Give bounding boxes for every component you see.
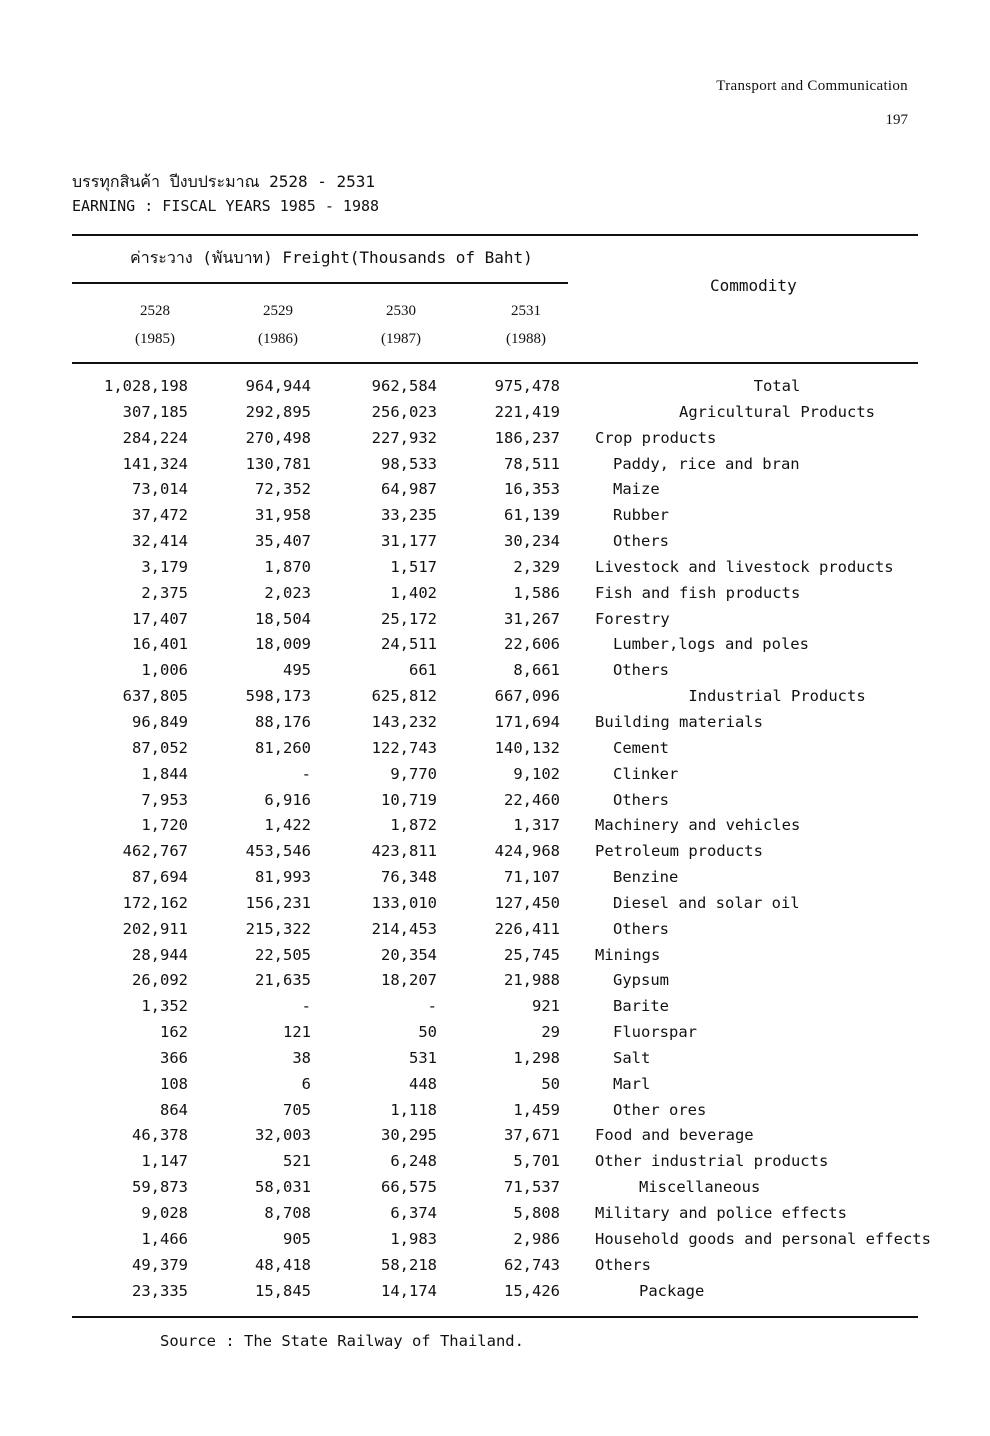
column-gap bbox=[560, 1253, 595, 1279]
value-cell-2530: 6,248 bbox=[390, 1152, 437, 1171]
column-gap bbox=[560, 684, 595, 710]
commodity-cell: Marl bbox=[613, 1074, 651, 1093]
value-cell-2530: 1,402 bbox=[390, 583, 437, 602]
table-row bbox=[0, 994, 959, 1020]
table-row bbox=[0, 1253, 959, 1279]
column-gap bbox=[560, 374, 595, 400]
value-cell-2529: 32,003 bbox=[255, 1126, 311, 1145]
commodity-cell: Salt bbox=[613, 1048, 651, 1067]
table-row bbox=[0, 1098, 959, 1124]
commodity-cell: Fish and fish products bbox=[595, 583, 801, 602]
column-gap bbox=[560, 452, 595, 478]
value-cell-2530: 1,872 bbox=[390, 816, 437, 835]
table-row bbox=[0, 1201, 959, 1227]
value-cell-2531: 171,694 bbox=[494, 712, 560, 731]
value-cell-2529: 598,173 bbox=[245, 687, 311, 706]
commodity-cell: Agricultural Products bbox=[679, 402, 875, 421]
value-cell-2529: 18,009 bbox=[255, 635, 311, 654]
table-row bbox=[0, 788, 959, 814]
value-cell-2530: 20,354 bbox=[381, 945, 437, 964]
column-gap bbox=[560, 426, 595, 452]
table-row bbox=[0, 1227, 959, 1253]
table-row bbox=[0, 839, 959, 865]
commodity-cell: Lumber,logs and poles bbox=[613, 635, 809, 654]
value-cell-2529: 6,916 bbox=[264, 790, 311, 809]
value-cell-2528: 864 bbox=[160, 1100, 188, 1119]
value-cell-2529: 15,845 bbox=[255, 1281, 311, 1300]
table-row bbox=[0, 529, 959, 555]
value-cell-2528: 108 bbox=[160, 1074, 188, 1093]
value-cell-2528: 1,352 bbox=[141, 997, 188, 1016]
value-cell-2530: 50 bbox=[418, 1023, 437, 1042]
value-cell-2528: 307,185 bbox=[122, 402, 188, 421]
value-cell-2531: 62,743 bbox=[504, 1255, 560, 1274]
value-cell-2529: - bbox=[301, 764, 311, 783]
value-cell-2530: 1,983 bbox=[390, 1229, 437, 1248]
year-header-2531 bbox=[476, 297, 576, 353]
value-cell-2528: 1,028,198 bbox=[104, 377, 188, 395]
commodity-cell: Household goods and personal effects bbox=[595, 1229, 931, 1248]
value-cell-2531: 186,237 bbox=[494, 428, 560, 447]
value-cell-2528: 1,006 bbox=[141, 661, 188, 680]
top-rule bbox=[72, 234, 918, 236]
column-gap bbox=[560, 632, 595, 658]
column-gap bbox=[560, 555, 595, 581]
value-cell-2529: 88,176 bbox=[255, 712, 311, 731]
value-cell-2530: 30,295 bbox=[381, 1126, 437, 1145]
value-cell-2531: 78,511 bbox=[504, 454, 560, 473]
commodity-cell: Clinker bbox=[613, 764, 679, 783]
freight-group-header: ค่าระวาง (พันบาท) Freight(Thousands of Baht) bbox=[130, 248, 533, 267]
table-row bbox=[0, 762, 959, 788]
column-gap bbox=[560, 762, 595, 788]
value-cell-2528: 87,694 bbox=[132, 868, 188, 887]
commodity-cell: Barite bbox=[613, 997, 669, 1016]
value-cell-2529: 38 bbox=[292, 1048, 311, 1067]
value-cell-2530: 661 bbox=[409, 661, 437, 680]
value-cell-2529: 292,895 bbox=[245, 402, 311, 421]
value-cell-2531: 127,450 bbox=[494, 893, 560, 912]
value-cell-2529: 1,870 bbox=[264, 557, 311, 576]
value-cell-2528: 32,414 bbox=[132, 532, 188, 551]
column-gap bbox=[560, 1046, 595, 1072]
column-gap bbox=[560, 788, 595, 814]
value-cell-2530: 10,719 bbox=[381, 790, 437, 809]
value-cell-2529: 81,260 bbox=[255, 738, 311, 757]
value-cell-2530: 9,770 bbox=[390, 764, 437, 783]
commodity-cell: Others bbox=[613, 532, 669, 551]
value-cell-2528: 46,378 bbox=[132, 1126, 188, 1145]
value-cell-2528: 7,953 bbox=[141, 790, 188, 809]
commodity-cell: Paddy, rice and bran bbox=[613, 454, 800, 473]
commodity-cell: Miscellaneous bbox=[639, 1178, 761, 1197]
value-cell-2528: 202,911 bbox=[122, 919, 188, 938]
table-body bbox=[0, 374, 959, 1304]
value-cell-2528: 1,466 bbox=[141, 1229, 188, 1248]
table-row bbox=[0, 503, 959, 529]
column-gap bbox=[560, 503, 595, 529]
value-cell-2530: 531 bbox=[409, 1048, 437, 1067]
table-row bbox=[0, 710, 959, 736]
column-gap bbox=[560, 581, 595, 607]
commodity-cell: Benzine bbox=[613, 868, 679, 887]
commodity-cell: Diesel and solar oil bbox=[613, 893, 800, 912]
table-row bbox=[0, 1149, 959, 1175]
value-cell-2528: 141,324 bbox=[122, 454, 188, 473]
table-row bbox=[0, 555, 959, 581]
commodity-cell: Minings bbox=[595, 945, 661, 964]
year-ad: (1987) bbox=[381, 331, 421, 347]
value-cell-2528: 23,335 bbox=[132, 1281, 188, 1300]
value-cell-2530: 66,575 bbox=[381, 1178, 437, 1197]
column-gap bbox=[560, 1072, 595, 1098]
value-cell-2529: 964,944 bbox=[245, 377, 311, 395]
commodity-cell: Building materials bbox=[595, 712, 763, 731]
commodity-cell: Forestry bbox=[595, 609, 670, 628]
value-cell-2530: 64,987 bbox=[381, 480, 437, 499]
header-bottom-rule bbox=[72, 362, 918, 364]
value-cell-2531: 1,586 bbox=[513, 583, 560, 602]
value-cell-2530: 448 bbox=[409, 1074, 437, 1093]
commodity-cell: Gypsum bbox=[613, 971, 669, 990]
bottom-rule bbox=[72, 1316, 918, 1318]
table-row bbox=[0, 891, 959, 917]
year-thai: 2529 bbox=[263, 303, 293, 319]
year-ad: (1985) bbox=[135, 331, 175, 347]
value-cell-2529: 130,781 bbox=[245, 454, 311, 473]
value-cell-2530: 76,348 bbox=[381, 868, 437, 887]
value-cell-2530: 14,174 bbox=[381, 1281, 437, 1300]
value-cell-2528: 16,401 bbox=[132, 635, 188, 654]
table-row bbox=[0, 1175, 959, 1201]
value-cell-2528: 9,028 bbox=[141, 1204, 188, 1222]
value-cell-2530: 58,218 bbox=[381, 1255, 437, 1274]
column-gap bbox=[560, 1227, 595, 1253]
value-cell-2531: 21,988 bbox=[504, 971, 560, 990]
column-gap bbox=[560, 839, 595, 865]
value-cell-2531: 50 bbox=[541, 1074, 560, 1093]
commodity-cell: Rubber bbox=[613, 506, 669, 525]
commodity-cell: Others bbox=[613, 661, 669, 680]
value-cell-2530: 6,374 bbox=[390, 1204, 437, 1222]
value-cell-2530: 1,118 bbox=[390, 1100, 437, 1119]
value-cell-2531: 921 bbox=[532, 997, 560, 1016]
value-cell-2529: 121 bbox=[283, 1023, 311, 1042]
column-gap bbox=[560, 658, 595, 684]
value-cell-2528: 172,162 bbox=[122, 893, 188, 912]
value-cell-2531: 71,537 bbox=[504, 1178, 560, 1197]
table-row bbox=[0, 1123, 959, 1149]
value-cell-2529: 270,498 bbox=[245, 428, 311, 447]
value-cell-2528: 1,147 bbox=[141, 1152, 188, 1171]
value-cell-2531: 30,234 bbox=[504, 532, 560, 551]
column-gap bbox=[560, 1201, 595, 1227]
value-cell-2528: 3,179 bbox=[141, 557, 188, 576]
year-header-2529 bbox=[228, 297, 328, 353]
commodity-cell: Other industrial products bbox=[595, 1152, 829, 1171]
value-cell-2528: 366 bbox=[160, 1048, 188, 1067]
value-cell-2531: 667,096 bbox=[494, 687, 560, 706]
value-cell-2530: 625,812 bbox=[371, 687, 437, 706]
commodity-cell: Food and beverage bbox=[595, 1126, 754, 1145]
value-cell-2529: 81,993 bbox=[255, 868, 311, 887]
year-thai: 2530 bbox=[386, 303, 416, 319]
value-cell-2530: 143,232 bbox=[371, 712, 437, 731]
value-cell-2528: 1,720 bbox=[141, 816, 188, 835]
value-cell-2530: 33,235 bbox=[381, 506, 437, 525]
table-row bbox=[0, 1279, 959, 1305]
year-header-2530 bbox=[351, 297, 451, 353]
value-cell-2531: 31,267 bbox=[504, 609, 560, 628]
value-cell-2531: 5,701 bbox=[513, 1152, 560, 1171]
value-cell-2528: 96,849 bbox=[132, 712, 188, 731]
year-header-2528 bbox=[105, 297, 205, 353]
value-cell-2531: 29 bbox=[541, 1023, 560, 1042]
column-gap bbox=[560, 1123, 595, 1149]
table-title-thai: บรรทุกสินค้า ปีงบประมาณ 2528 - 2531 bbox=[72, 172, 376, 191]
value-cell-2528: 37,472 bbox=[132, 506, 188, 525]
value-cell-2529: 521 bbox=[283, 1152, 311, 1171]
column-gap bbox=[560, 607, 595, 633]
running-head: Transport and Communication bbox=[716, 78, 908, 94]
value-cell-2531: 2,329 bbox=[513, 557, 560, 576]
table-row bbox=[0, 684, 959, 710]
commodity-cell: Others bbox=[595, 1255, 651, 1274]
value-cell-2531: 424,968 bbox=[494, 842, 560, 861]
value-cell-2528: 26,092 bbox=[132, 971, 188, 990]
table-row bbox=[0, 865, 959, 891]
year-ad: (1986) bbox=[258, 331, 298, 347]
value-cell-2531: 9,102 bbox=[513, 764, 560, 783]
value-cell-2529: - bbox=[301, 997, 311, 1016]
column-gap bbox=[560, 994, 595, 1020]
column-gap bbox=[560, 1098, 595, 1124]
value-cell-2529: 22,505 bbox=[255, 945, 311, 964]
value-cell-2529: 18,504 bbox=[255, 609, 311, 628]
table-row bbox=[0, 452, 959, 478]
value-cell-2530: 1,517 bbox=[390, 557, 437, 576]
table-row bbox=[0, 943, 959, 969]
value-cell-2530: 133,010 bbox=[371, 893, 437, 912]
table-row bbox=[0, 374, 959, 400]
value-cell-2530: 122,743 bbox=[371, 738, 437, 757]
value-cell-2529: 905 bbox=[283, 1229, 311, 1248]
value-cell-2528: 162 bbox=[160, 1023, 188, 1042]
value-cell-2528: 87,052 bbox=[132, 738, 188, 757]
column-gap bbox=[560, 1279, 595, 1305]
value-cell-2529: 156,231 bbox=[245, 893, 311, 912]
value-cell-2529: 58,031 bbox=[255, 1178, 311, 1197]
value-cell-2531: 8,661 bbox=[513, 661, 560, 680]
year-thai: 2531 bbox=[511, 303, 541, 319]
value-cell-2530: 256,023 bbox=[371, 402, 437, 421]
commodity-cell: Maize bbox=[613, 480, 660, 499]
column-gap bbox=[560, 865, 595, 891]
commodity-cell: Package bbox=[639, 1281, 705, 1300]
value-cell-2529: 48,418 bbox=[255, 1255, 311, 1274]
value-cell-2528: 462,767 bbox=[122, 842, 188, 861]
commodity-cell: Industrial Products bbox=[688, 687, 866, 706]
value-cell-2531: 15,426 bbox=[504, 1281, 560, 1300]
table-row bbox=[0, 607, 959, 633]
value-cell-2529: 495 bbox=[283, 661, 311, 680]
commodity-cell: Others bbox=[613, 790, 669, 809]
table-row bbox=[0, 632, 959, 658]
table-row bbox=[0, 1020, 959, 1046]
commodity-cell: Total bbox=[753, 377, 801, 395]
column-gap bbox=[560, 710, 595, 736]
freight-earnings-table bbox=[0, 374, 959, 1304]
value-cell-2529: 31,958 bbox=[255, 506, 311, 525]
commodity-cell: Cement bbox=[613, 738, 669, 757]
table-row bbox=[0, 426, 959, 452]
value-cell-2531: 221,419 bbox=[494, 402, 560, 421]
value-cell-2531: 16,353 bbox=[504, 480, 560, 499]
column-gap bbox=[560, 917, 595, 943]
column-gap bbox=[560, 529, 595, 555]
year-thai: 2528 bbox=[140, 303, 170, 319]
value-cell-2529: 8,708 bbox=[264, 1204, 311, 1222]
column-gap bbox=[560, 943, 595, 969]
table-row bbox=[0, 917, 959, 943]
column-gap bbox=[560, 1149, 595, 1175]
value-cell-2529: 2,023 bbox=[264, 583, 311, 602]
value-cell-2531: 226,411 bbox=[494, 919, 560, 938]
value-cell-2530: 24,511 bbox=[381, 635, 437, 654]
column-gap bbox=[560, 968, 595, 994]
value-cell-2531: 140,132 bbox=[494, 738, 560, 757]
value-cell-2531: 22,606 bbox=[504, 635, 560, 654]
source-note: Source : The State Railway of Thailand. bbox=[160, 1332, 524, 1350]
value-cell-2529: 21,635 bbox=[255, 971, 311, 990]
table-row bbox=[0, 968, 959, 994]
commodity-cell: Military and police effects bbox=[595, 1204, 847, 1222]
value-cell-2528: 637,805 bbox=[122, 687, 188, 706]
value-cell-2530: 98,533 bbox=[381, 454, 437, 473]
value-cell-2528: 73,014 bbox=[132, 480, 188, 499]
column-gap bbox=[560, 400, 595, 426]
table-row bbox=[0, 736, 959, 762]
value-cell-2529: 6 bbox=[301, 1074, 311, 1093]
page-number: 197 bbox=[885, 112, 908, 128]
value-cell-2528: 59,873 bbox=[132, 1178, 188, 1197]
commodity-cell: Petroleum products bbox=[595, 842, 763, 861]
commodity-cell: Other ores bbox=[613, 1100, 707, 1119]
value-cell-2531: 71,107 bbox=[504, 868, 560, 887]
commodity-cell: Machinery and vehicles bbox=[595, 816, 801, 835]
value-cell-2529: 453,546 bbox=[245, 842, 311, 861]
table-row bbox=[0, 1046, 959, 1072]
value-cell-2531: 1,317 bbox=[513, 816, 560, 835]
commodity-cell: Others bbox=[613, 919, 669, 938]
value-cell-2531: 22,460 bbox=[504, 790, 560, 809]
table-row bbox=[0, 581, 959, 607]
value-cell-2528: 17,407 bbox=[132, 609, 188, 628]
value-cell-2530: 18,207 bbox=[381, 971, 437, 990]
value-cell-2529: 72,352 bbox=[255, 480, 311, 499]
value-cell-2531: 25,745 bbox=[504, 945, 560, 964]
value-cell-2531: 5,808 bbox=[513, 1204, 560, 1222]
table-row bbox=[0, 1072, 959, 1098]
value-cell-2531: 61,139 bbox=[504, 506, 560, 525]
value-cell-2531: 2,986 bbox=[513, 1229, 560, 1248]
value-cell-2529: 215,322 bbox=[245, 919, 311, 938]
table-row bbox=[0, 400, 959, 426]
value-cell-2529: 35,407 bbox=[255, 532, 311, 551]
table-title-english: EARNING : FISCAL YEARS 1985 - 1988 bbox=[72, 197, 380, 215]
column-gap bbox=[560, 477, 595, 503]
value-cell-2528: 49,379 bbox=[132, 1255, 188, 1274]
value-cell-2528: 284,224 bbox=[122, 428, 188, 447]
value-cell-2531: 37,671 bbox=[504, 1126, 560, 1145]
value-cell-2529: 705 bbox=[283, 1100, 311, 1119]
value-cell-2531: 975,478 bbox=[494, 377, 560, 395]
commodity-cell: Livestock and livestock products bbox=[595, 557, 894, 576]
table-row bbox=[0, 477, 959, 503]
commodity-cell: Crop products bbox=[595, 428, 717, 447]
column-gap bbox=[560, 813, 595, 839]
column-gap bbox=[560, 1175, 595, 1201]
value-cell-2530: 31,177 bbox=[381, 532, 437, 551]
column-gap bbox=[560, 891, 595, 917]
column-gap bbox=[560, 736, 595, 762]
value-cell-2531: 1,459 bbox=[513, 1100, 560, 1119]
group-header-rule bbox=[72, 282, 568, 284]
value-cell-2531: 1,298 bbox=[513, 1048, 560, 1067]
value-cell-2529: 1,422 bbox=[264, 816, 311, 835]
year-ad: (1988) bbox=[506, 331, 546, 347]
table-row bbox=[0, 813, 959, 839]
value-cell-2530: 423,811 bbox=[371, 842, 437, 861]
value-cell-2528: 28,944 bbox=[132, 945, 188, 964]
commodity-cell: Fluorspar bbox=[613, 1023, 697, 1042]
table-row bbox=[0, 658, 959, 684]
commodity-column-header: Commodity bbox=[710, 276, 797, 295]
value-cell-2530: - bbox=[427, 997, 437, 1016]
value-cell-2530: 227,932 bbox=[371, 428, 437, 447]
value-cell-2528: 2,375 bbox=[141, 583, 188, 602]
value-cell-2530: 214,453 bbox=[371, 919, 437, 938]
value-cell-2530: 25,172 bbox=[381, 609, 437, 628]
column-gap bbox=[560, 1020, 595, 1046]
value-cell-2530: 962,584 bbox=[371, 377, 437, 395]
value-cell-2528: 1,844 bbox=[141, 764, 188, 783]
